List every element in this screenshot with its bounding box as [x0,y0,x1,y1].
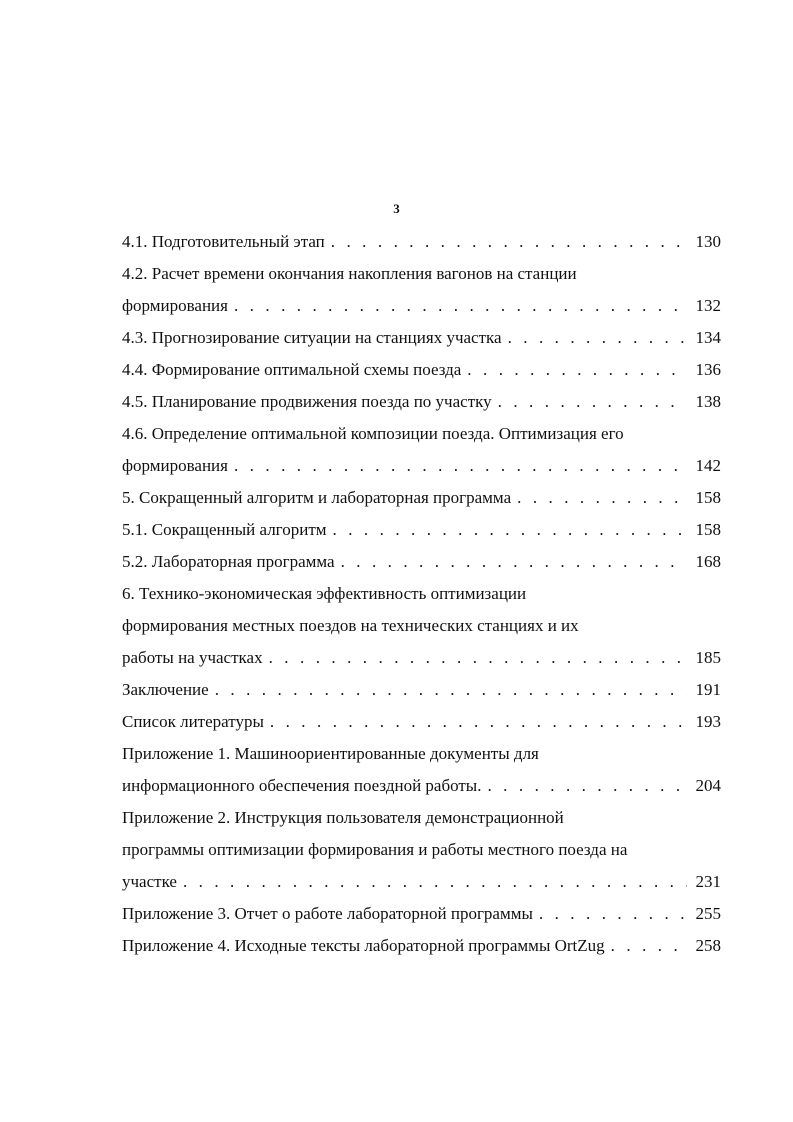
toc-entry [122,802,721,834]
toc-entry-text: 5.1. Сокращенный алгоритм [122,520,327,539]
toc-leader-dots [335,546,687,578]
toc-entry-text: Приложение 2. Инструкция пользователя демонстрационной [122,808,564,827]
toc-entry-text: 6. Технико-экономическая эффективность оптимизации [122,584,527,603]
toc-entry-text: 4.1. Подготовительный этап [122,232,325,251]
toc-entry-page: 231 [695,872,721,891]
toc-entry [122,866,721,898]
toc-entry [122,418,721,450]
toc-entry-page: 193 [695,712,721,731]
toc-leader-dots [327,514,687,546]
toc-entry [122,290,721,322]
toc-entry-page: 191 [695,680,721,699]
toc-entry-text: информационного обеспечения поездной работы. [122,776,482,795]
toc-entry-text: 4.6. Определение оптимальной композиции поезда. Оптимизация его [122,424,624,443]
toc-entry-page: 136 [695,360,721,379]
toc-entry-text: 4.3. Прогнозирование ситуации на станциях участка [122,328,502,347]
toc-entry [122,546,721,578]
toc-leader-dots [228,290,687,322]
toc-entry [122,642,721,674]
toc-entry-page: 168 [695,552,721,571]
toc-entry-text: 5. Сокращенный алгоритм и лабораторная программа [122,488,512,507]
toc-entry-page: 138 [695,392,721,411]
toc-entry [122,930,721,962]
page-number: 3 [393,201,400,216]
toc-leader-dots [492,386,687,418]
toc-entry [122,834,721,866]
toc-entry [122,450,721,482]
toc-entry-text: Приложение 1. Машиноориентированные документы для [122,744,539,763]
toc-entry-page: 255 [695,904,721,923]
toc-entry [122,578,721,610]
toc-entry-text: Приложение 3. Отчет о работе лабораторной программы [122,904,533,923]
toc-entry [122,514,721,546]
toc-entry-text: Приложение 4. Исходные тексты лабораторной программы OrtZug [122,936,605,955]
toc-entry [122,354,721,386]
toc-entry-text: формирования [122,296,228,315]
toc-entry-page: 132 [695,296,721,315]
toc-entry-text: формирования местных поездов на технических станциях и их [122,616,579,635]
toc-leader-dots [177,866,687,898]
toc-entry-text: Список литературы [122,712,264,731]
toc-leader-dots [263,642,687,674]
toc-entry-text: 4.5. Планирование продвижения поезда по участку [122,392,492,411]
toc-entry-text: работы на участках [122,648,263,667]
toc-entry-text: программы оптимизации формирования и работы местного поезда на [122,840,628,859]
toc-leader-dots [325,226,687,258]
toc-leader-dots [264,706,687,738]
toc-entry-page: 258 [695,936,721,955]
toc-leader-dots [502,322,687,354]
toc-entry-text: 4.2. Расчет времени окончания накопления вагонов на станции [122,264,577,283]
toc-entry-page: 185 [695,648,721,667]
toc-entry [122,226,721,258]
toc-leader-dots [228,450,687,482]
toc-entry-page: 130 [695,232,721,251]
toc-entry-text: 4.4. Формирование оптимальной схемы поезда [122,360,462,379]
toc-entry [122,706,721,738]
toc-leader-dots [461,354,687,386]
toc-entry-text: 5.2. Лабораторная программа [122,552,335,571]
toc-entry [122,386,721,418]
toc-entry [122,898,721,930]
toc-entry-text: Заключение [122,680,209,699]
toc-leader-dots [605,930,687,962]
toc-entry [122,258,721,290]
toc-entry-page: 142 [695,456,721,475]
toc-entry-text: формирования [122,456,228,475]
toc-entry [122,738,721,770]
toc-entry [122,482,721,514]
toc-entry-page: 204 [695,776,721,795]
table-of-contents [122,226,721,962]
toc-leader-dots [533,898,687,930]
toc-entry-page: 158 [695,488,721,507]
toc-entry-page: 158 [695,520,721,539]
toc-leader-dots [209,674,687,706]
toc-entry [122,770,721,802]
toc-leader-dots [481,770,687,802]
toc-leader-dots [511,482,687,514]
toc-entry-text: участке [122,872,177,891]
toc-entry-page: 134 [695,328,721,347]
toc-entry [122,610,721,642]
toc-entry [122,322,721,354]
toc-entry [122,674,721,706]
